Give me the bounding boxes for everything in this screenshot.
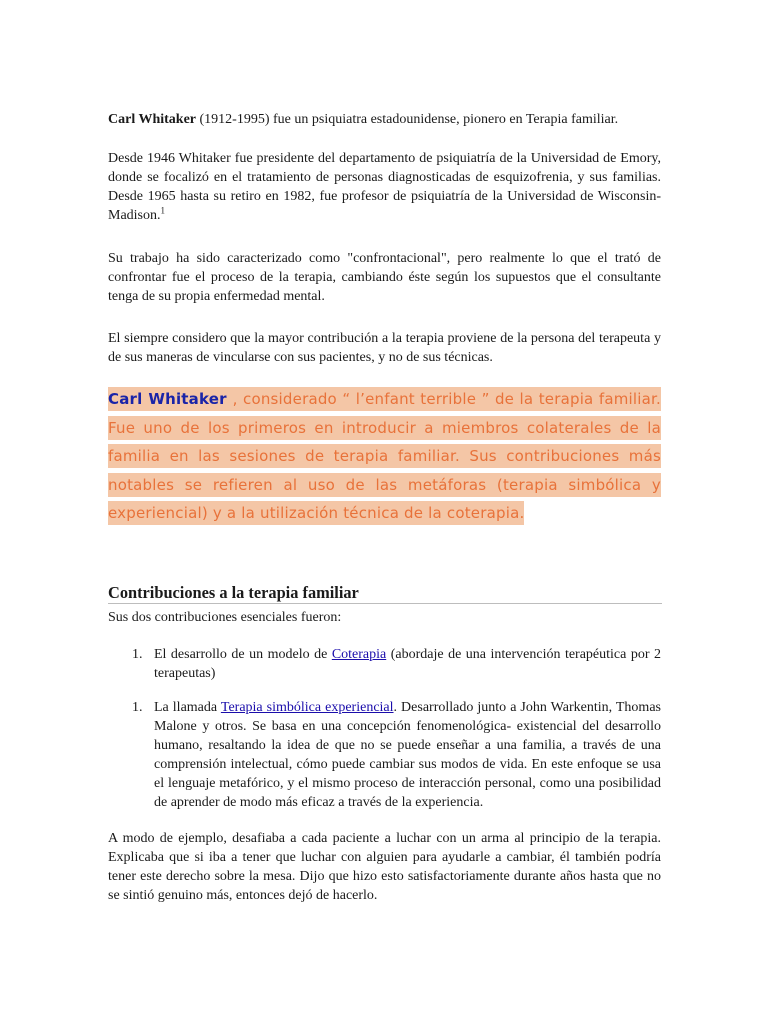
contribution-list-1 [108, 645, 661, 683]
list-item-text: La llamada Terapia simbólica experiencial. Desarrollado junto a John Warkentin, Thomas Malone y otros. Se basa en una concepción fenomenológica- existencial del desarrollo humano, resaltando la idea de que no se puede enseñar a una familia, a través de una comprensión intelectual, cómo puede cambiar sus modos de vida. En este enfoque se usa el lenguaje metafórico, y el mismo proceso de interacción personal, como una posibilidad de aprender de modo más eficaz a través de la experiencia. [154, 700, 661, 810]
closing-paragraph: A modo de ejemplo, desafiaba a cada paciente a luchar con un arma al principio de la terapia. Explicaba que si iba a tener que luchar con alguien para ayudarle a cambiar, él también podría tener este derecho sobre la mesa. Dijo que hizo esto satisfactoriamente durante años hasta que no se sintió genuino más, entonces dejó de hacerlo. [108, 831, 661, 903]
bio-text: Desde 1946 Whitaker fue presidente del departamento de psiquiatría de la Universidad de Emory, donde se focalizó en el tratamiento de personas diagnosticadas de esquizofrenia, y sus familias. Desde 1965 hasta su retiro en 1982, fue profesor de psiquiatría de la Universidad de Wisconsin-Madison. [108, 151, 661, 223]
section-heading: Contribuciones a la terapia familiar [108, 583, 662, 604]
contribution-paragraph: El siempre considero que la mayor contribución a la terapia proviene de la persona del terapeuta y de sus maneras de vincularse con sus pacientes, y no de sus técnicas. [108, 331, 661, 365]
list-item-text: El desarrollo de un modelo de Coterapia (abordaje de una intervención terapéutica por 2 terapeutas) [154, 647, 662, 681]
intro-text: (1912-1995) fue un psiquiatra estadounidense, pionero en Terapia familiar. [196, 112, 619, 127]
section-lead: Sus dos contribuciones esenciales fueron: [108, 610, 342, 625]
list-item [108, 698, 661, 812]
bio-paragraph [108, 149, 661, 225]
list-item [108, 645, 661, 683]
contribution-list-2 [108, 698, 661, 812]
list-number: 1. [132, 647, 143, 662]
intro-name: Carl Whitaker [108, 112, 197, 127]
callout-text: , considerado “ l’enfant terrible ” de la terapia familiar. Fue uno de los primeros en introducir a miembros colaterales de la familia en las sesiones de terapia familiar. Sus contribuciones más notables se refieren al uso de las metáforas (terapia simbólica y experiencial) y a la utilización técnica de la coterapia. [108, 390, 662, 523]
callout-name: Carl Whitaker [108, 390, 233, 408]
highlighted-callout [108, 385, 661, 528]
list-number: 1. [132, 700, 143, 715]
terapia-simbolica-link[interactable]: Terapia simbólica experiencial [220, 700, 394, 715]
footnote-marker[interactable]: 1 [160, 205, 165, 216]
intro-paragraph [108, 110, 661, 129]
callout-highlight [108, 387, 661, 525]
work-paragraph: Su trabajo ha sido caracterizado como "confrontacional", pero realmente lo que el trató de confrontar fue el proceso de la terapia, cambiando éste según los supuestos que el consultante tenga de su propia enfermedad mental. [108, 251, 661, 304]
coterapia-link[interactable]: Coterapia [331, 647, 387, 662]
